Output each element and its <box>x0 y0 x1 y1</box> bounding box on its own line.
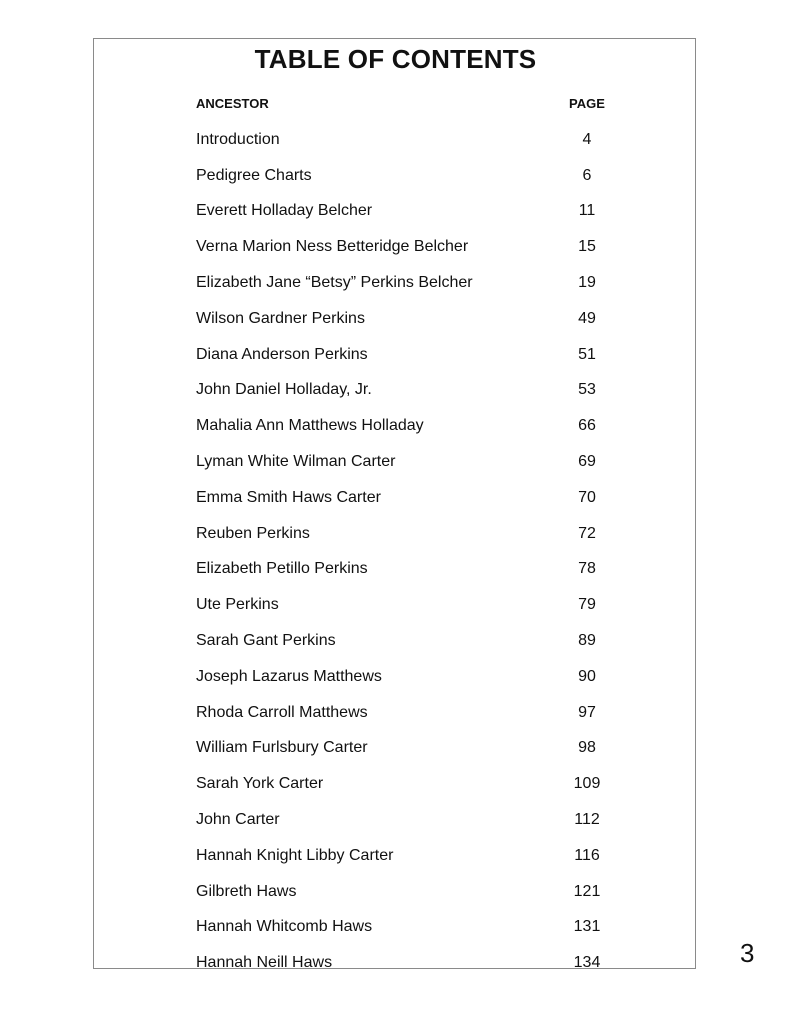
ancestor-name: John Carter <box>196 811 280 829</box>
toc-entry <box>196 659 616 695</box>
ancestor-name: Rhoda Carroll Matthews <box>196 703 368 721</box>
ancestor-name: Hannah Whitcomb Haws <box>196 918 373 936</box>
entry-page-number: 53 <box>578 381 596 399</box>
toc-entry <box>196 122 616 158</box>
ancestor-name: John Daniel Holladay, Jr. <box>196 381 372 399</box>
ancestor-name: Verna Marion Ness Betteridge Belcher <box>196 238 469 256</box>
ancestor-name: Reuben Perkins <box>196 524 310 542</box>
toc-entry <box>196 373 616 409</box>
page-column-header: PAGE <box>569 96 605 111</box>
toc-entry <box>196 265 616 301</box>
toc-entry <box>196 194 616 230</box>
page-number: 3 <box>740 938 755 968</box>
ancestor-name: Hannah Neill Haws <box>196 954 333 972</box>
entry-page-number: 4 <box>582 130 592 148</box>
page-title: TABLE OF CONTENTS <box>254 44 537 74</box>
entry-page-number: 131 <box>573 918 601 936</box>
entry-page-number: 112 <box>574 811 600 829</box>
entry-page-number: 98 <box>578 739 596 757</box>
toc-entry <box>196 301 616 337</box>
entry-page-number: 134 <box>573 954 601 972</box>
entry-page-number: 121 <box>573 882 601 900</box>
toc-entry <box>196 910 616 946</box>
toc-entry <box>196 408 616 444</box>
toc-entry <box>196 444 616 480</box>
toc-entry <box>196 587 616 623</box>
toc-entry <box>196 695 616 731</box>
entry-page-number: 66 <box>578 417 596 435</box>
entry-page-number: 90 <box>578 667 596 685</box>
entry-page-number: 109 <box>573 775 601 793</box>
toc-entry <box>196 766 616 802</box>
ancestor-name: Hannah Knight Libby Carter <box>196 846 394 864</box>
toc-entry <box>196 838 616 874</box>
ancestor-name: Introduction <box>196 130 280 148</box>
toc-entry <box>196 623 616 659</box>
toc-entry <box>196 552 616 588</box>
ancestor-name: Lyman White Wilman Carter <box>196 453 396 471</box>
entry-page-number: 70 <box>578 488 596 506</box>
toc-list <box>196 122 616 981</box>
entry-page-number: 79 <box>578 596 596 614</box>
ancestor-name: Emma Smith Haws Carter <box>196 488 381 506</box>
ancestor-name: Elizabeth Petillo Perkins <box>196 560 368 578</box>
ancestor-name: Ute Perkins <box>196 596 279 614</box>
entry-page-number: 6 <box>582 166 592 184</box>
entry-page-number: 51 <box>578 345 596 363</box>
ancestor-name: Elizabeth Jane “Betsy” Perkins Belcher <box>196 274 473 292</box>
toc-entry <box>196 802 616 838</box>
entry-page-number: 11 <box>578 202 596 220</box>
entry-page-number: 97 <box>578 703 596 721</box>
entry-page-number: 78 <box>578 560 596 578</box>
entry-page-number: 72 <box>578 524 596 542</box>
entry-page-number: 69 <box>578 453 596 471</box>
toc-entry <box>196 158 616 194</box>
ancestor-name: Sarah Gant Perkins <box>196 632 336 650</box>
toc-entry <box>196 229 616 265</box>
ancestor-name: Pedigree Charts <box>196 166 312 184</box>
entry-page-number: 19 <box>578 274 596 292</box>
ancestor-name: Wilson Gardner Perkins <box>196 309 365 327</box>
toc-entry <box>196 874 616 910</box>
toc-entry <box>196 945 616 981</box>
ancestor-name: Diana Anderson Perkins <box>196 345 368 363</box>
toc-entry <box>196 516 616 552</box>
entry-page-number: 15 <box>578 238 596 256</box>
ancestor-name: Everett Holladay Belcher <box>196 202 373 220</box>
ancestor-name: Mahalia Ann Matthews Holladay <box>196 417 424 435</box>
toc-entry <box>196 480 616 516</box>
ancestor-name: Gilbreth Haws <box>196 882 297 900</box>
toc-entry <box>196 337 616 373</box>
ancestor-name: William Furlsbury Carter <box>196 739 368 757</box>
entry-page-number: 89 <box>578 632 596 650</box>
ancestor-column-header: ANCESTOR <box>196 96 269 111</box>
entry-page-number: 116 <box>574 846 600 864</box>
entry-page-number: 49 <box>578 309 596 327</box>
toc-entry <box>196 731 616 767</box>
ancestor-name: Sarah York Carter <box>196 775 324 793</box>
ancestor-name: Joseph Lazarus Matthews <box>196 667 382 685</box>
